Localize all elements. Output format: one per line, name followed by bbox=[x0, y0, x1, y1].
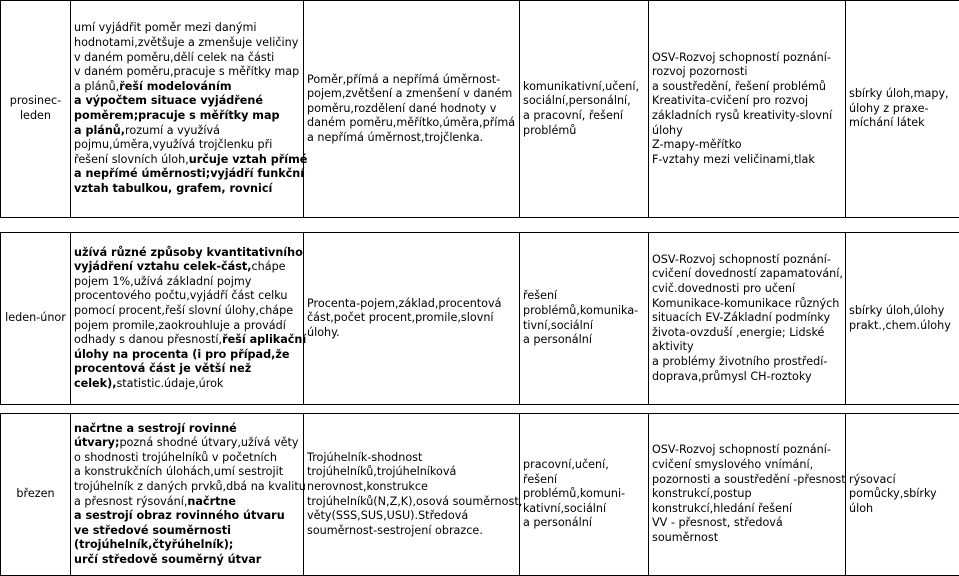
text-line: Poměr,přímá a nepřímá úměrnost- bbox=[307, 73, 516, 88]
text-line: rozvoj pozornosti bbox=[652, 65, 842, 80]
aids-cell bbox=[846, 233, 959, 405]
text-line: sbírky úloh,úlohy bbox=[849, 304, 956, 319]
text-line: a personální bbox=[523, 516, 645, 531]
text-segment: poměrem;pracuje s měřítky map bbox=[74, 109, 280, 122]
text-line: aktivity bbox=[652, 340, 842, 355]
text-segment: pomocí procent,řeší slovní úlohy,chápe bbox=[74, 304, 293, 317]
text-line: a pracovní, řešení bbox=[523, 109, 645, 124]
text-segment: a nepřímé úměrnosti;vyjádří funkční bbox=[74, 167, 304, 180]
outcome-line bbox=[74, 524, 300, 539]
month-cell bbox=[1, 233, 71, 405]
text-segment: o shodnosti trojúhelníků v početních bbox=[74, 451, 277, 464]
text-segment: trojúhelník z daných prvků,dbá na kvalitu bbox=[74, 480, 306, 493]
text-line: doprava,průmysl CH-roztoky bbox=[652, 370, 842, 385]
content-cell bbox=[304, 1, 520, 218]
text-segment: odhady s danou přesností, bbox=[74, 333, 222, 346]
text-line: trojúhelníků,trojúhelníková bbox=[307, 465, 516, 480]
text-line: a problémy životního prostředí- bbox=[652, 355, 842, 370]
text-line: problémů,komuni- bbox=[523, 487, 645, 502]
text-segment: vztah tabulkou, grafem, rovnicí bbox=[74, 182, 272, 195]
text-line: VV - přesnost, středová bbox=[652, 516, 842, 531]
text-line: konstrukcí,hledání řešení bbox=[652, 502, 842, 517]
text-line: života-ovzduší ,energie; Lidské bbox=[652, 326, 842, 341]
text-segment: pojmu,úměra,využívá trojčlenku při bbox=[74, 138, 272, 151]
themes-cell bbox=[649, 233, 846, 405]
competences-cell bbox=[520, 414, 649, 576]
text-segment: v daném poměru,dělí celek na části bbox=[74, 51, 274, 64]
row-gap bbox=[1, 405, 959, 414]
text-segment: řeší modelováním bbox=[119, 80, 231, 93]
outcome-line bbox=[74, 495, 300, 510]
text-line: pozornosti a soustředění -přesnost bbox=[652, 473, 842, 488]
outcome-line bbox=[74, 182, 300, 197]
outcome-line bbox=[74, 94, 300, 109]
content-cell bbox=[304, 233, 520, 405]
text-line: pomůcky,sbírky bbox=[849, 487, 956, 502]
text-line: řešení bbox=[523, 473, 645, 488]
text-line: poměru,rozdělení dané hodnoty v bbox=[307, 102, 516, 117]
text-segment: vyjádření vztahu celek-část, bbox=[74, 260, 251, 273]
outcome-line bbox=[74, 153, 300, 168]
text-segment: pojem 1%,užívá základní pojmy bbox=[74, 275, 251, 288]
text-segment: a sestrojí obraz rovinného útvaru bbox=[74, 509, 285, 522]
outcome-line bbox=[74, 51, 300, 66]
outcome-line bbox=[74, 377, 300, 392]
outcome-line bbox=[74, 260, 300, 275]
text-line: OSV-Rozvoj schopností poznání- bbox=[652, 443, 842, 458]
text-line: leden-únor bbox=[4, 311, 67, 326]
outcome-line bbox=[74, 480, 300, 495]
text-line: sociální,personální, bbox=[523, 94, 645, 109]
text-line: cvičení dovedností zapamatování, bbox=[652, 267, 842, 282]
text-line: souměrnost bbox=[652, 531, 842, 546]
outcome-line bbox=[74, 451, 300, 466]
text-line: rýsovací bbox=[849, 473, 956, 488]
text-segment: pojem promile,zaokrouhluje a provádí bbox=[74, 319, 286, 332]
month-cell bbox=[1, 1, 71, 218]
text-segment: řeší aplikační bbox=[222, 333, 306, 346]
outcome-line bbox=[74, 21, 300, 36]
text-segment: statistic.údaje,úrok bbox=[116, 377, 223, 390]
outcome-line bbox=[74, 422, 300, 437]
aids-cell bbox=[846, 414, 959, 576]
text-line: míchání látek bbox=[849, 116, 956, 131]
row-gap bbox=[1, 218, 959, 233]
text-line: Trojúhelník-shodnost bbox=[307, 451, 516, 466]
outcome-line bbox=[74, 167, 300, 182]
text-line: konstrukcí,postup bbox=[652, 487, 842, 502]
text-line: a nepřímá úměrnost,trojčlenka. bbox=[307, 131, 516, 146]
outcome-line bbox=[74, 289, 300, 304]
text-line: sbírky úloh,mapy, bbox=[849, 87, 956, 102]
text-line: souměrnost-sestrojení obrazce. bbox=[307, 524, 516, 539]
text-line: tivní,sociální bbox=[523, 319, 645, 334]
text-line: úlohy. bbox=[307, 326, 516, 341]
text-segment: načrtne bbox=[187, 495, 236, 508]
text-segment: určuje vztah přímé bbox=[189, 153, 308, 166]
text-segment: procentového počtu,vyjádří část celku bbox=[74, 289, 288, 302]
text-line: cvičení smyslového vnímání, bbox=[652, 458, 842, 473]
text-line: úloh bbox=[849, 502, 956, 517]
text-segment: procentová část je větší než bbox=[74, 362, 251, 375]
outcome-line bbox=[74, 509, 300, 524]
table-row bbox=[1, 233, 959, 405]
themes-cell bbox=[649, 414, 846, 576]
text-line: nerovnost,konstrukce bbox=[307, 480, 516, 495]
text-line: cvič.dovednosti pro učení bbox=[652, 282, 842, 297]
outcomes-cell bbox=[71, 414, 304, 576]
text-line: pojem,zvětšení a zmenšení v daném bbox=[307, 87, 516, 102]
outcome-line bbox=[74, 246, 300, 261]
text-line: leden bbox=[4, 109, 67, 124]
competences-cell bbox=[520, 1, 649, 218]
outcome-line bbox=[74, 538, 300, 553]
text-line: základních rysů kreativity-slovní bbox=[652, 109, 842, 124]
text-segment: a plánů, bbox=[74, 124, 125, 137]
text-segment: rozumí a využívá bbox=[125, 124, 220, 137]
text-line: prosinec- bbox=[4, 94, 67, 109]
text-line: OSV-Rozvoj schopností poznání- bbox=[652, 253, 842, 268]
text-line: komunikativní,učení, bbox=[523, 80, 645, 95]
outcome-line bbox=[74, 465, 300, 480]
text-segment: umí vyjádřit poměr mezi danými bbox=[74, 21, 257, 34]
text-line: problémů bbox=[523, 124, 645, 139]
text-line: a personální bbox=[523, 333, 645, 348]
text-segment: a výpočtem situace vyjádřené bbox=[74, 94, 263, 107]
text-segment: (trojúhelník,čtyřúhelník); bbox=[74, 538, 233, 551]
outcome-line bbox=[74, 80, 300, 95]
outcome-line bbox=[74, 319, 300, 334]
text-line: trojúhelníků(N,Z,K),osová souměrnost, bbox=[307, 495, 516, 510]
outcome-line bbox=[74, 36, 300, 51]
outcomes-cell bbox=[71, 1, 304, 218]
text-line: kativní,sociální bbox=[523, 502, 645, 517]
text-segment: a konstrukčních úlohách,umí sestrojit bbox=[74, 465, 283, 478]
text-segment: užívá různé způsoby kvantitativního bbox=[74, 246, 303, 259]
text-line: věty(SSS,SUS,USU).Středová bbox=[307, 509, 516, 524]
outcomes-cell bbox=[71, 233, 304, 405]
table-row bbox=[1, 414, 959, 576]
text-line: OSV-Rozvoj schopností poznání- bbox=[652, 51, 842, 66]
text-segment: určí středově souměrný útvar bbox=[74, 553, 261, 566]
competences-cell bbox=[520, 233, 649, 405]
content-cell bbox=[304, 414, 520, 576]
text-segment: chápe bbox=[251, 260, 285, 273]
themes-cell bbox=[649, 1, 846, 218]
outcome-line bbox=[74, 304, 300, 319]
text-segment: hodnotami,zvětšuje a zmenšuje veličiny bbox=[74, 36, 298, 49]
outcome-line bbox=[74, 362, 300, 377]
text-line: Kreativita-cvičení pro rozvoj bbox=[652, 94, 842, 109]
outcome-line bbox=[74, 348, 300, 363]
text-line: část,počet procent,promile,slovní bbox=[307, 311, 516, 326]
text-line: a soustředění, řešení problémů bbox=[652, 80, 842, 95]
aids-cell bbox=[846, 1, 959, 218]
text-segment: v daném poměru,pracuje s měřítky map bbox=[74, 65, 299, 78]
text-segment: a plánů, bbox=[74, 80, 119, 93]
text-segment: úlohy na procenta (i pro případ,že bbox=[74, 348, 289, 361]
outcome-line bbox=[74, 65, 300, 80]
text-line: Komunikace-komunikace různých bbox=[652, 297, 842, 312]
outcome-line bbox=[74, 553, 300, 568]
outcome-line bbox=[74, 138, 300, 153]
outcome-line bbox=[74, 436, 300, 451]
text-segment: celek), bbox=[74, 377, 116, 390]
text-line: Procenta-pojem,základ,procentová bbox=[307, 297, 516, 312]
text-line: daném poměru,měřítko,úměra,přímá bbox=[307, 116, 516, 131]
outcome-line bbox=[74, 124, 300, 139]
text-line: úlohy bbox=[652, 124, 842, 139]
text-line: F-vztahy mezi veličinami,tlak bbox=[652, 153, 842, 168]
text-line: řešení bbox=[523, 289, 645, 304]
text-line: úlohy z praxe- bbox=[849, 102, 956, 117]
text-line: situacích EV-Základní podmínky bbox=[652, 311, 842, 326]
outcome-line bbox=[74, 333, 300, 348]
month-cell bbox=[1, 414, 71, 576]
text-segment: pozná shodné útvary,užívá věty bbox=[119, 436, 298, 449]
outcome-line bbox=[74, 109, 300, 124]
text-segment: ve středové souměrnosti bbox=[74, 524, 231, 537]
text-line: Z-mapy-měřítko bbox=[652, 138, 842, 153]
outcome-line bbox=[74, 275, 300, 290]
text-line: problémů,komunika- bbox=[523, 304, 645, 319]
text-segment: útvary; bbox=[74, 436, 119, 449]
text-segment: a přesnost rýsování, bbox=[74, 495, 187, 508]
text-line: pracovní,učení, bbox=[523, 458, 645, 473]
text-line: březen bbox=[4, 487, 67, 502]
text-line: prakt.,chem.úlohy bbox=[849, 319, 956, 334]
text-segment: řešení slovních úloh, bbox=[74, 153, 189, 166]
text-segment: načrtne a sestrojí rovinné bbox=[74, 422, 237, 435]
table-row bbox=[1, 1, 959, 218]
